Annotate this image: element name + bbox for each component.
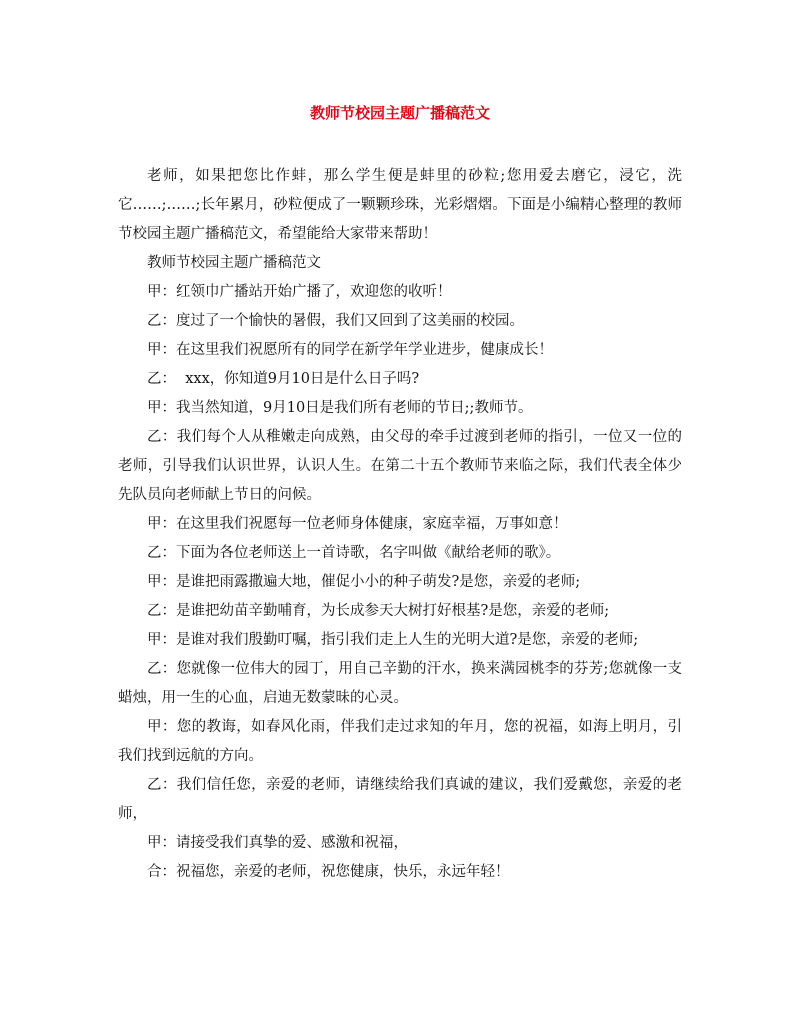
dialogue-line: 乙：我们每个人从稚嫩走向成熟，由父母的牵手过渡到老师的指引，一位又一位的老师，引导我们认识世界，认识人生。在第二十五个教师节来临之际，我们代表全体少先队员向老师献上节日的问候。 — [118, 429, 682, 503]
dialogue-line: 乙：度过了一个愉快的暑假，我们又回到了这美丽的校园。 — [147, 313, 524, 329]
dialogue-line: 乙： xxx，你知道9月10日是什么日子吗? — [147, 371, 420, 387]
dialogue-line: 甲：请接受我们真挚的爱、感激和祝福， — [147, 835, 408, 851]
dialogue-line: 甲：是谁把雨露撒遍大地，催促小小的种子萌发?是您，亲爱的老师; — [147, 574, 581, 590]
dialogue-line: 乙：是谁把幼苗辛勤哺育，为长成参天大树打好根基?是您，亲爱的老师; — [147, 603, 610, 619]
dialogue-line: 甲：您的教诲，如春风化雨，伴我们走过求知的年月，您的祝福，如海上明月，引我们找到远航的方向。 — [118, 719, 682, 764]
dialogue-line: 甲：我当然知道，9月10日是我们所有老师的节日;;教师节。 — [147, 400, 533, 416]
dialogue-line: 合：祝福您，亲爱的老师，祝您健康，快乐，永远年轻！ — [147, 864, 510, 880]
document-title: 教师节校园主题广播稿范文 — [309, 104, 490, 122]
dialogue-line: 甲：在这里我们祝愿所有的同学在新学年学业进步，健康成长！ — [147, 342, 553, 358]
dialogue-line: 甲：红领巾广播站开始广播了，欢迎您的收听！ — [147, 284, 452, 300]
dialogue-line: 甲：是谁对我们殷勤叮嘱，指引我们走上人生的光明大道?是您，亲爱的老师; — [147, 632, 639, 648]
dialogue-line: 乙：下面为各位老师送上一首诗歌，名字叫做《献给老师的歌》。 — [147, 545, 561, 561]
paragraph-subheading: 教师节校园主题广播稿范文 — [147, 255, 321, 271]
dialogue-line: 甲：在这里我们祝愿每一位老师身体健康，家庭幸福，万事如意！ — [147, 516, 568, 532]
dialogue-line: 乙：您就像一位伟大的园丁，用自己辛勤的汗水，换来满园桃李的芬芳;您就像一支蜡烛，用一生的心血，启迪无数蒙昧的心灵。 — [118, 661, 682, 706]
paragraph-intro: 老师，如果把您比作蚌，那么学生便是蚌里的砂粒;您用爱去磨它，浸它，洗它……;……;长年累月，砂粒便成了一颗颗珍珠，光彩熠熠。下面是小编精心整理的教师节校园主题广播稿范文，希望能给大家带来帮助！ — [118, 168, 682, 242]
document-body — [118, 162, 682, 887]
dialogue-line: 乙：我们信任您，亲爱的老师，请继续给我们真诚的建议，我们爱戴您，亲爱的老师， — [118, 777, 682, 822]
